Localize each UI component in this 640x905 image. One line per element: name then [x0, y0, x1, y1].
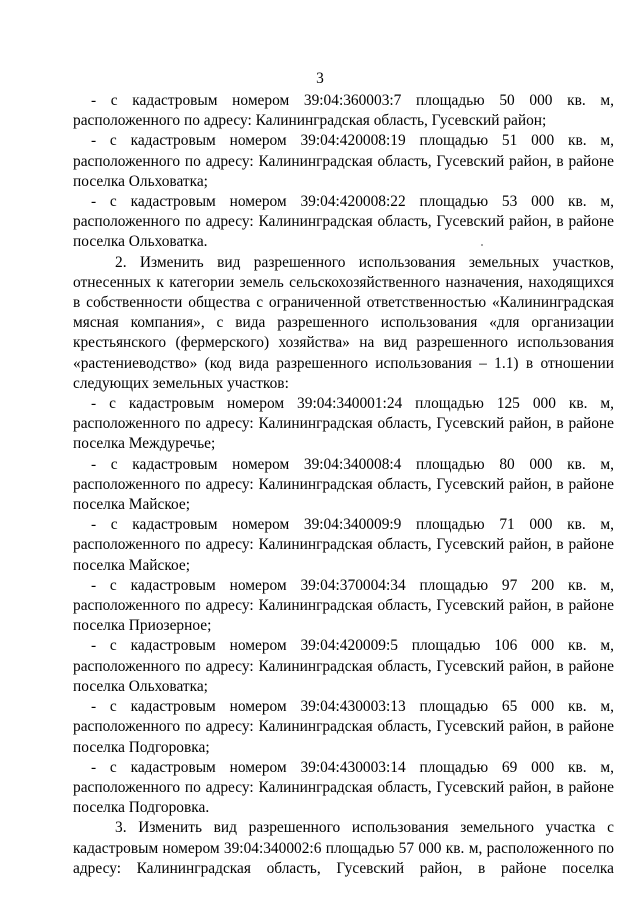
land-plot-item: - с кадастровым номером 39:04:430003:14 площадью 69 000 кв. м, расположенного по адресу: Калининградская область, Гусевский район, в районе поселка Подгоровка.: [73, 758, 614, 817]
numbered-clause-2: 2. Изменить вид разрешенного использования земельных участков, отнесенных к категории земель сельскохозяйственного назначения, находящихся в собственности общества с ограниченной ответственностью «Калининградская мясная компания», с вида разрешенного использования «для организации крестьянского (фермерского) хозяйства» на вид разрешенного использования «растениеводство» (код вида разрешенного использования – 1.1) в отношении следующих земельных участков:: [73, 253, 614, 392]
document-body: [73, 91, 614, 879]
page-number: 3: [316, 70, 324, 87]
land-plot-item: - с кадастровым номером 39:04:420008:19 площадью 51 000 кв. м, расположенного по адресу: Калининградская область, Гусевский район, в районе поселка Ольховатка;: [73, 132, 614, 190]
land-plot-item: - с кадастровым номером 39:04:430003:13 площадью 65 000 кв. м, расположенного по адресу: Калининградская область, Гусевский район, в районе поселка Подгоровка;: [73, 698, 614, 756]
land-plot-item: - с кадастровым номером 39:04:340009:9 площадью 71 000 кв. м, расположенного по адресу: Калининградская область, Гусевский район, в районе поселка Майское;: [73, 516, 614, 574]
land-plot-item: - с кадастровым номером 39:04:360003:7 площадью 50 000 кв. м, расположенного по адресу: Калининградская область, Гусевский район;: [73, 92, 614, 130]
numbered-clause-3: 3. Изменить вид разрешенного использования земельного участка с кадастровым номером 39:04:340002:6 площадью 57 000 кв. м, расположенного по адресу: Калининградская область, Гусевский район, в районе поселка: [73, 819, 614, 877]
land-plot-item: - с кадастровым номером 39:04:370004:34 площадью 97 200 кв. м, расположенного по адресу: Калининградская область, Гусевский район, в районе поселка Приозерное;: [73, 576, 614, 635]
land-plot-item: - с кадастровым номером 39:04:420008:22 площадью 53 000 кв. м, расположенного по адресу: Калининградская область, Гусевский район, в районе поселка Ольховатка.: [73, 193, 614, 251]
scan-speck: [481, 244, 483, 246]
land-plot-item: - с кадастровым номером 39:04:340001:24 площадью 125 000 кв. м, расположенного по адресу: Калининградская область, Гусевский район, в районе поселка Междуречье;: [73, 395, 614, 453]
land-plot-item: - с кадастровым номером 39:04:420009:5 площадью 106 000 кв. м, расположенного по адресу: Калининградская область, Гусевский район, в районе поселка Ольховатка;: [73, 637, 614, 695]
land-plot-item: - с кадастровым номером 39:04:340008:4 площадью 80 000 кв. м, расположенного по адресу: Калининградская область, Гусевский район, в районе поселка Майское;: [73, 455, 614, 514]
